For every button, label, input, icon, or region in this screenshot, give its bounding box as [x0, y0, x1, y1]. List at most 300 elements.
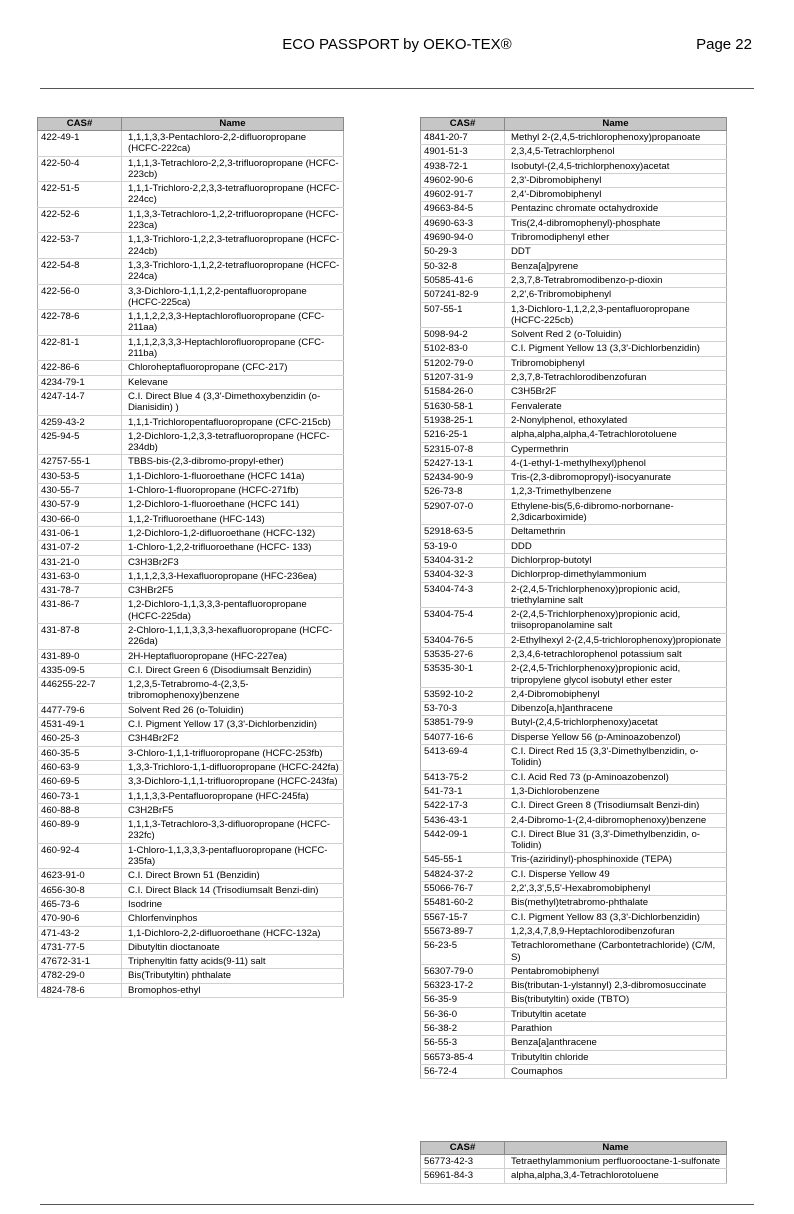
substance-name-cell: 1-Chloro-1,2,2-trifluoroethane (HCFC- 133)	[122, 541, 344, 555]
table-row	[421, 399, 727, 413]
cas-number-cell: 430-53-5	[38, 469, 122, 483]
cas-number-cell: 5413-69-4	[421, 745, 505, 771]
table-row	[421, 730, 727, 744]
table-row	[421, 1007, 727, 1021]
cas-number-cell: 53535-30-1	[421, 662, 505, 688]
cas-number-cell: 431-63-0	[38, 569, 122, 583]
substance-name-cell: 1,3-Dichlorobenzene	[505, 784, 727, 798]
cas-number-cell: 56961-84-3	[421, 1169, 505, 1183]
page-number: Page 22	[696, 36, 752, 53]
substance-name-cell: 1,1-Dichloro-1-fluoroethane (HCFC 141a)	[122, 469, 344, 483]
table-row	[38, 818, 344, 844]
cas-number-cell: 431-07-2	[38, 541, 122, 555]
substance-name-cell: DDT	[505, 245, 727, 259]
substance-name-cell: Tris-(2,3-dibromopropyl)-isocyanurate	[505, 471, 727, 485]
table-row	[421, 867, 727, 881]
substance-name-cell: 1,1,1-Trichloro-2,2,3,3-tetrafluoropropane (HCFC-224cc)	[122, 182, 344, 208]
substance-name-cell: Chloroheptafluoropropane (CFC-217)	[122, 361, 344, 375]
cas-number-cell: 465-73-6	[38, 897, 122, 911]
substance-name-cell: 1,1,1,2,2,3,3-Heptachlorofluoropropane (CFC-211aa)	[122, 310, 344, 336]
substance-name-cell: 1,1,3-Trichloro-1,2,2,3-tetrafluoropropane (HCFC-224cb)	[122, 233, 344, 259]
cas-number-cell: 431-06-1	[38, 526, 122, 540]
table-row	[38, 649, 344, 663]
cas-column-header: CAS#	[421, 1142, 505, 1155]
substance-name-cell: Kelevane	[122, 375, 344, 389]
cas-number-cell: 460-25-3	[38, 732, 122, 746]
table-row	[421, 633, 727, 647]
substance-name-cell: C.I. Direct Blue 4 (3,3'-Dimethoxybenzidin (o-Dianisidin) )	[122, 389, 344, 415]
substance-name-cell: Dibutyltin dioctanoate	[122, 940, 344, 954]
cas-number-cell: 56323-17-2	[421, 979, 505, 993]
substance-name-cell: 1,1,1,3-Tetrachloro-2,2,3-trifluoropropane (HCFC-223cb)	[122, 156, 344, 182]
cas-number-cell: 4901-51-3	[421, 145, 505, 159]
cas-number-cell: 460-35-5	[38, 746, 122, 760]
substance-name-cell: Fenvalerate	[505, 399, 727, 413]
substance-name-cell: Bromophos-ethyl	[122, 983, 344, 997]
substance-name-cell: 2,4-Dibromo-1-(2,4-dibromophenoxy)benzene	[505, 813, 727, 827]
cas-number-cell: 471-43-2	[38, 926, 122, 940]
table-row	[421, 371, 727, 385]
substance-name-cell: Butyl-(2,4,5-trichlorphenoxy)acetat	[505, 716, 727, 730]
table-row	[421, 159, 727, 173]
substance-name-cell: 1,2,3,4,7,8,9-Heptachlorodibenzofuran	[505, 924, 727, 938]
table-row	[38, 555, 344, 569]
substance-name-cell: Solvent Red 2 (o-Toluidin)	[505, 328, 727, 342]
substance-name-cell: 1,1,1,2,3,3-Hexafluoropropane (HFC-236ea)	[122, 569, 344, 583]
table-row	[38, 455, 344, 469]
table-row	[38, 131, 344, 157]
table-row	[421, 356, 727, 370]
table-row	[38, 207, 344, 233]
cas-number-cell: 50-29-3	[421, 245, 505, 259]
cas-number-cell: 460-88-8	[38, 803, 122, 817]
cas-table-right	[420, 117, 727, 1079]
substance-name-cell: 1,1,1,3,3-Pentachloro-2,2-difluoropropane (HCFC-222ca)	[122, 131, 344, 157]
cas-number-cell: 4841-20-7	[421, 131, 505, 145]
cas-number-cell: 53404-74-3	[421, 582, 505, 608]
table-row	[421, 525, 727, 539]
table-row	[38, 883, 344, 897]
table-row	[421, 827, 727, 853]
table-row	[421, 456, 727, 470]
cas-number-cell: 49602-90-6	[421, 173, 505, 187]
cas-number-cell: 460-63-9	[38, 760, 122, 774]
cas-number-cell: 53592-10-2	[421, 687, 505, 701]
cas-column-header: CAS#	[421, 118, 505, 131]
cas-number-cell: 49690-63-3	[421, 216, 505, 230]
table-row	[421, 413, 727, 427]
cas-number-cell: 5102-83-0	[421, 342, 505, 356]
cas-number-cell: 4938-72-1	[421, 159, 505, 173]
substance-name-cell: 1,1,1-Trichloropentafluoropropane (CFC-215cb)	[122, 415, 344, 429]
cas-number-cell: 460-69-5	[38, 775, 122, 789]
cas-number-cell: 460-73-1	[38, 789, 122, 803]
substance-name-cell: Isodrine	[122, 897, 344, 911]
cas-number-cell: 470-90-6	[38, 912, 122, 926]
table-row	[421, 328, 727, 342]
cas-number-cell: 4731-77-5	[38, 940, 122, 954]
cas-number-cell: 53851-79-9	[421, 716, 505, 730]
substance-name-cell: 2-Nonylphenol, ethoxylated	[505, 413, 727, 427]
table-row	[421, 288, 727, 302]
substance-name-cell: Pentabromobiphenyl	[505, 964, 727, 978]
table-row	[38, 415, 344, 429]
substance-name-cell: Benza[a]pyrene	[505, 259, 727, 273]
cas-number-cell: 422-50-4	[38, 156, 122, 182]
cas-number-cell: 53404-32-3	[421, 568, 505, 582]
table-row	[421, 784, 727, 798]
cas-number-cell: 52907-07-0	[421, 499, 505, 525]
table-row	[421, 173, 727, 187]
cas-number-cell: 4531-49-1	[38, 718, 122, 732]
substance-name-cell: 3,3-Dichloro-1,1,1,2,2-pentafluoropropane (HCFC-225ca)	[122, 284, 344, 310]
table-row	[421, 342, 727, 356]
substance-name-cell: Tetrachloromethane (Carbontetrachloride) (C/M, S)	[505, 939, 727, 965]
table-row	[38, 678, 344, 704]
substance-name-cell: 2-Ethylhexyl 2-(2,4,5-trichlorophenoxy)propionate	[505, 633, 727, 647]
cas-number-cell: 507241-82-9	[421, 288, 505, 302]
substance-name-cell: Bis(Tributyltin) phthalate	[122, 969, 344, 983]
substance-name-cell: 1,2,3,5-Tetrabromo-4-(2,3,5-tribromophenoxy)benzene	[122, 678, 344, 704]
cas-number-cell: 49602-91-7	[421, 188, 505, 202]
substance-name-cell: Cypermethrin	[505, 442, 727, 456]
table-row	[421, 582, 727, 608]
table-row	[421, 245, 727, 259]
cas-number-cell: 4656-30-8	[38, 883, 122, 897]
cas-number-cell: 54077-16-6	[421, 730, 505, 744]
substance-name-cell: 2,4'-Dibromobiphenyl	[505, 188, 727, 202]
substance-name-cell: 2-Chloro-1,1,1,3,3,3-hexafluoropropane (HCFC-226da)	[122, 623, 344, 649]
substance-name-cell: 3-Chloro-1,1,1-trifluoropropane (HCFC-253fb)	[122, 746, 344, 760]
table-row	[421, 553, 727, 567]
substance-name-cell: 2,3'-Dibromobiphenyl	[505, 173, 727, 187]
substance-name-cell: Tributyltin chloride	[505, 1050, 727, 1064]
cas-number-cell: 422-78-6	[38, 310, 122, 336]
cas-number-cell: 51938-25-1	[421, 413, 505, 427]
cas-number-cell: 51630-58-1	[421, 399, 505, 413]
cas-number-cell: 545-55-1	[421, 853, 505, 867]
table-row	[38, 541, 344, 555]
cas-number-cell: 4234-79-1	[38, 375, 122, 389]
substance-name-cell: 2-(2,4,5-Trichlorphenoxy)propionic acid, triethylamine salt	[505, 582, 727, 608]
substance-name-cell: C3HBr2F5	[122, 584, 344, 598]
table-row	[421, 979, 727, 993]
table-row	[38, 663, 344, 677]
substance-name-cell: alpha,alpha,3,4-Tetrachlorotoluene	[505, 1169, 727, 1183]
substance-name-cell: 2,3,4,5-Tetrachlorphenol	[505, 145, 727, 159]
table-row	[38, 897, 344, 911]
substance-name-cell: Tetraethylammonium perfluorooctane-1-sulfonate	[505, 1155, 727, 1169]
cas-number-cell: 56-36-0	[421, 1007, 505, 1021]
substance-name-cell: 1,2-Dichloro-1,2-difluoroethane (HCFC-132)	[122, 526, 344, 540]
cas-number-cell: 50-32-8	[421, 259, 505, 273]
cas-number-cell: 52434-90-9	[421, 471, 505, 485]
substance-name-cell: C.I. Direct Blue 31 (3,3'-Dimethylbenzidin, o-Tolidin)	[505, 827, 727, 853]
substance-name-cell: 1,2-Dichloro-1-fluoroethane (HCFC 141)	[122, 498, 344, 512]
cas-number-cell: 541-73-1	[421, 784, 505, 798]
cas-number-cell: 4623-91-0	[38, 869, 122, 883]
substance-name-cell: Solvent Red 26 (o-Toluidin)	[122, 703, 344, 717]
cas-number-cell: 4477-79-6	[38, 703, 122, 717]
name-column-header: Name	[505, 118, 727, 131]
table-row	[38, 803, 344, 817]
substance-name-cell: 1,2-Dichloro-1,2,3,3-tetrafluoropropane (HCFC-234db)	[122, 429, 344, 455]
table-row	[38, 258, 344, 284]
cas-number-cell: 56-38-2	[421, 1022, 505, 1036]
table-row	[421, 882, 727, 896]
cas-number-cell: 53535-27-6	[421, 647, 505, 661]
substance-name-cell: C.I. Direct Brown 51 (Benzidin)	[122, 869, 344, 883]
substance-name-cell: C.I. Pigment Yellow 83 (3,3'-Dichlorbenzidin)	[505, 910, 727, 924]
substance-name-cell: Dichlorprop-butotyl	[505, 553, 727, 567]
cas-number-cell: 5216-25-1	[421, 428, 505, 442]
cas-number-cell: 51202-79-0	[421, 356, 505, 370]
table-row	[421, 799, 727, 813]
name-column-header: Name	[505, 1142, 727, 1155]
cas-number-cell: 446255-22-7	[38, 678, 122, 704]
cas-number-cell: 430-55-7	[38, 484, 122, 498]
table-row	[38, 598, 344, 624]
table-row	[421, 145, 727, 159]
substance-name-cell: 1,3,3-Trichloro-1,1-difluoropropane (HCFC-242fa)	[122, 760, 344, 774]
table-row	[38, 584, 344, 598]
page-title: ECO PASSPORT by OEKO-TEX®	[282, 36, 512, 53]
table-row	[38, 983, 344, 997]
substance-name-cell: 1,1,3,3-Tetrachloro-1,2,2-trifluoropropane (HCFC-223ca)	[122, 207, 344, 233]
substance-name-cell: 2,3,7,8-Tetrachlorodibenzofuran	[505, 371, 727, 385]
substance-name-cell: C3H3Br2F3	[122, 555, 344, 569]
table-row	[38, 732, 344, 746]
substance-name-cell: 1-Chloro-1,1,3,3,3-pentafluoropropane (HCFC-235fa)	[122, 843, 344, 869]
table-row	[38, 284, 344, 310]
table-row	[421, 216, 727, 230]
table-row	[38, 233, 344, 259]
table-row	[38, 703, 344, 717]
table-row	[421, 939, 727, 965]
table-row	[38, 361, 344, 375]
table-row	[38, 469, 344, 483]
header-divider	[40, 88, 754, 89]
table-row	[421, 1036, 727, 1050]
cas-number-cell: 52918-63-5	[421, 525, 505, 539]
substance-name-cell: 1-Chloro-1-fluoropropane (HCFC-271fb)	[122, 484, 344, 498]
cas-number-cell: 56307-79-0	[421, 964, 505, 978]
cas-number-cell: 4782-29-0	[38, 969, 122, 983]
table-row	[421, 853, 727, 867]
cas-number-cell: 56-72-4	[421, 1064, 505, 1078]
table-row	[38, 775, 344, 789]
substance-name-cell: Tris(2,4-dibromophenyl)-phosphate	[505, 216, 727, 230]
table-row	[38, 912, 344, 926]
cas-number-cell: 53404-75-4	[421, 608, 505, 634]
substance-name-cell: alpha,alpha,alpha,4-Tetrachlorotoluene	[505, 428, 727, 442]
substance-name-cell: Tris-(aziridinyl)-phosphinoxide (TEPA)	[505, 853, 727, 867]
cas-number-cell: 56-23-5	[421, 939, 505, 965]
cas-number-cell: 5442-09-1	[421, 827, 505, 853]
table-row	[421, 1169, 727, 1183]
name-column-header: Name	[122, 118, 344, 131]
table-row	[421, 647, 727, 661]
table-row	[421, 745, 727, 771]
cas-number-cell: 52427-13-1	[421, 456, 505, 470]
substance-name-cell: Dibenzo[a,h]anthracene	[505, 702, 727, 716]
substance-name-cell: 1,1,1,3-Tetrachloro-3,3-difluoropropane (HCFC-232fc)	[122, 818, 344, 844]
cas-number-cell: 4824-78-6	[38, 983, 122, 997]
substance-name-cell: DDD	[505, 539, 727, 553]
cas-number-cell: 4335-09-5	[38, 663, 122, 677]
substance-name-cell: C.I. Direct Red 15 (3,3'-Dimethylbenzidin, o-Tolidin)	[505, 745, 727, 771]
cas-number-cell: 431-87-8	[38, 623, 122, 649]
cas-column-header: CAS#	[38, 118, 122, 131]
cas-number-cell: 53-70-3	[421, 702, 505, 716]
cas-number-cell: 422-81-1	[38, 335, 122, 361]
table-row	[421, 910, 727, 924]
footer-divider	[40, 1204, 754, 1205]
substance-name-cell: 1,1-Dichloro-2,2-difluoroethane (HCFC-132a)	[122, 926, 344, 940]
substance-name-cell: C.I. Direct Green 8 (Trisodiumsalt Benzi-din)	[505, 799, 727, 813]
substance-name-cell: 1,1,1,3,3-Pentafluoropropane (HFC-245fa)	[122, 789, 344, 803]
substance-name-cell: C3H2BrF5	[122, 803, 344, 817]
table-row	[38, 389, 344, 415]
table-row	[421, 428, 727, 442]
cas-number-cell: 507-55-1	[421, 302, 505, 328]
table-row	[421, 188, 727, 202]
substance-name-cell: 2-(2,4,5-Trichlorphenoxy)propionic acid, triisopropanolamine salt	[505, 608, 727, 634]
substance-name-cell: 2,4-Dibromobiphenyl	[505, 687, 727, 701]
cas-number-cell: 5422-17-3	[421, 799, 505, 813]
cas-number-cell: 5413-75-2	[421, 770, 505, 784]
cas-number-cell: 422-53-7	[38, 233, 122, 259]
cas-number-cell: 53404-76-5	[421, 633, 505, 647]
table-row	[421, 385, 727, 399]
table-row	[421, 813, 727, 827]
table-row	[421, 131, 727, 145]
substance-name-cell: C3H5Br2F	[505, 385, 727, 399]
substance-name-cell: TBBS-bis-(2,3-dibromo-propyl-ether)	[122, 455, 344, 469]
cas-number-cell: 49690-94-0	[421, 231, 505, 245]
table-row	[38, 484, 344, 498]
substance-name-cell: Ethylene-bis(5,6-dibromo-norbornane-2,3dicarboximide)	[505, 499, 727, 525]
cas-number-cell: 47672-31-1	[38, 955, 122, 969]
cas-table-continuation	[420, 1141, 727, 1184]
substance-name-cell: 2,3,7,8-Tetrabromodibenzo-p-dioxin	[505, 273, 727, 287]
table-row	[421, 442, 727, 456]
substance-name-cell: 2,3,4,6-tetrachlorophenol potassium salt	[505, 647, 727, 661]
substance-name-cell: Coumaphos	[505, 1064, 727, 1078]
substance-name-cell: 2H-Heptafluoropropane (HFC-227ea)	[122, 649, 344, 663]
table-row	[38, 760, 344, 774]
cas-number-cell: 50585-41-6	[421, 273, 505, 287]
table-row	[38, 746, 344, 760]
substance-name-cell: C.I. Direct Black 14 (Trisodiumsalt Benzi-din)	[122, 883, 344, 897]
cas-number-cell: 56773-42-3	[421, 1155, 505, 1169]
substance-name-cell: C3H4Br2F2	[122, 732, 344, 746]
substance-name-cell: Bis(tributyltin) oxide (TBTO)	[505, 993, 727, 1007]
cas-number-cell: 4247-14-7	[38, 389, 122, 415]
substance-name-cell: 1,1,1,2,3,3,3-Heptachlorofluoropropane (CFC-211ba)	[122, 335, 344, 361]
table-row	[421, 702, 727, 716]
substance-name-cell: 1,2-Dichloro-1,1,3,3,3-pentafluoropropane (HCFC-225da)	[122, 598, 344, 624]
substance-name-cell: 1,3-Dichloro-1,1,2,2,3-pentafluoropropane (HCFC-225cb)	[505, 302, 727, 328]
substance-name-cell: Methyl 2-(2,4,5-trichlorophenoxy)propanoate	[505, 131, 727, 145]
table-row	[421, 231, 727, 245]
cas-number-cell: 431-78-7	[38, 584, 122, 598]
cas-number-cell: 460-89-9	[38, 818, 122, 844]
substance-name-cell: 4-(1-ethyl-1-methylhexyl)phenol	[505, 456, 727, 470]
cas-number-cell: 422-52-6	[38, 207, 122, 233]
table-row	[421, 924, 727, 938]
substance-name-cell: C.I. Disperse Yellow 49	[505, 867, 727, 881]
substance-name-cell: C.I. Acid Red 73 (p-Aminoazobenzol)	[505, 770, 727, 784]
cas-number-cell: 422-54-8	[38, 258, 122, 284]
table-row	[421, 1155, 727, 1169]
cas-number-cell: 4259-43-2	[38, 415, 122, 429]
table-row	[38, 789, 344, 803]
substance-name-cell: Chlorfenvinphos	[122, 912, 344, 926]
table-row	[38, 940, 344, 954]
table-row	[421, 1050, 727, 1064]
table-row	[421, 499, 727, 525]
table-row	[38, 926, 344, 940]
table-row	[38, 969, 344, 983]
table-row	[421, 896, 727, 910]
table-row	[38, 182, 344, 208]
table-row	[421, 716, 727, 730]
table-row	[421, 1064, 727, 1078]
substance-name-cell: 2-(2,4,5-Trichlorphenoxy)propionic acid, tripropylene glycol isobutyl ether ester	[505, 662, 727, 688]
substance-name-cell: Bis(methyl)tetrabromo-phthalate	[505, 896, 727, 910]
substance-name-cell: 2,2',3,3',5,5'-Hexabromobiphenyl	[505, 882, 727, 896]
substance-name-cell: C.I. Direct Green 6 (Disodiumsalt Benzidin)	[122, 663, 344, 677]
cas-number-cell: 55481-60-2	[421, 896, 505, 910]
cas-table-left	[37, 117, 344, 998]
substance-name-cell: 3,3-Dichloro-1,1,1-trifluoropropane (HCFC-243fa)	[122, 775, 344, 789]
cas-number-cell: 422-49-1	[38, 131, 122, 157]
cas-number-cell: 5098-94-2	[421, 328, 505, 342]
cas-number-cell: 49663-84-5	[421, 202, 505, 216]
cas-number-cell: 55066-76-7	[421, 882, 505, 896]
table-row	[38, 526, 344, 540]
table-row	[421, 770, 727, 784]
substance-name-cell: 2,2',6-Tribromobiphenyl	[505, 288, 727, 302]
cas-number-cell: 55673-89-7	[421, 924, 505, 938]
table-row	[38, 375, 344, 389]
substance-name-cell: Triphenyltin fatty acids(9-11) salt	[122, 955, 344, 969]
cas-number-cell: 53-19-0	[421, 539, 505, 553]
substance-name-cell: Tribromodiphenyl ether	[505, 231, 727, 245]
cas-number-cell: 56-35-9	[421, 993, 505, 1007]
cas-number-cell: 431-86-7	[38, 598, 122, 624]
substance-name-cell: Parathion	[505, 1022, 727, 1036]
table-row	[421, 662, 727, 688]
cas-number-cell: 422-86-6	[38, 361, 122, 375]
table-row	[38, 429, 344, 455]
table-row	[421, 202, 727, 216]
substance-name-cell: Dichlorprop-dimethylammonium	[505, 568, 727, 582]
substance-name-cell: Pentazinc chromate octahydroxide	[505, 202, 727, 216]
cas-number-cell: 51207-31-9	[421, 371, 505, 385]
table-row	[421, 1022, 727, 1036]
cas-number-cell: 425-94-5	[38, 429, 122, 455]
cas-number-cell: 56573-85-4	[421, 1050, 505, 1064]
table-row	[421, 687, 727, 701]
substance-name-cell: 1,1,2-Trifluoroethane (HFC-143)	[122, 512, 344, 526]
cas-number-cell: 431-21-0	[38, 555, 122, 569]
substance-name-cell: Bis(tributan-1-ylstannyl) 2,3-dibromosuccinate	[505, 979, 727, 993]
cas-number-cell: 51584-26-0	[421, 385, 505, 399]
substance-name-cell: Deltamethrin	[505, 525, 727, 539]
substance-name-cell: 1,3,3-Trichloro-1,1,2,2-tetrafluoropropane (HCFC-224ca)	[122, 258, 344, 284]
